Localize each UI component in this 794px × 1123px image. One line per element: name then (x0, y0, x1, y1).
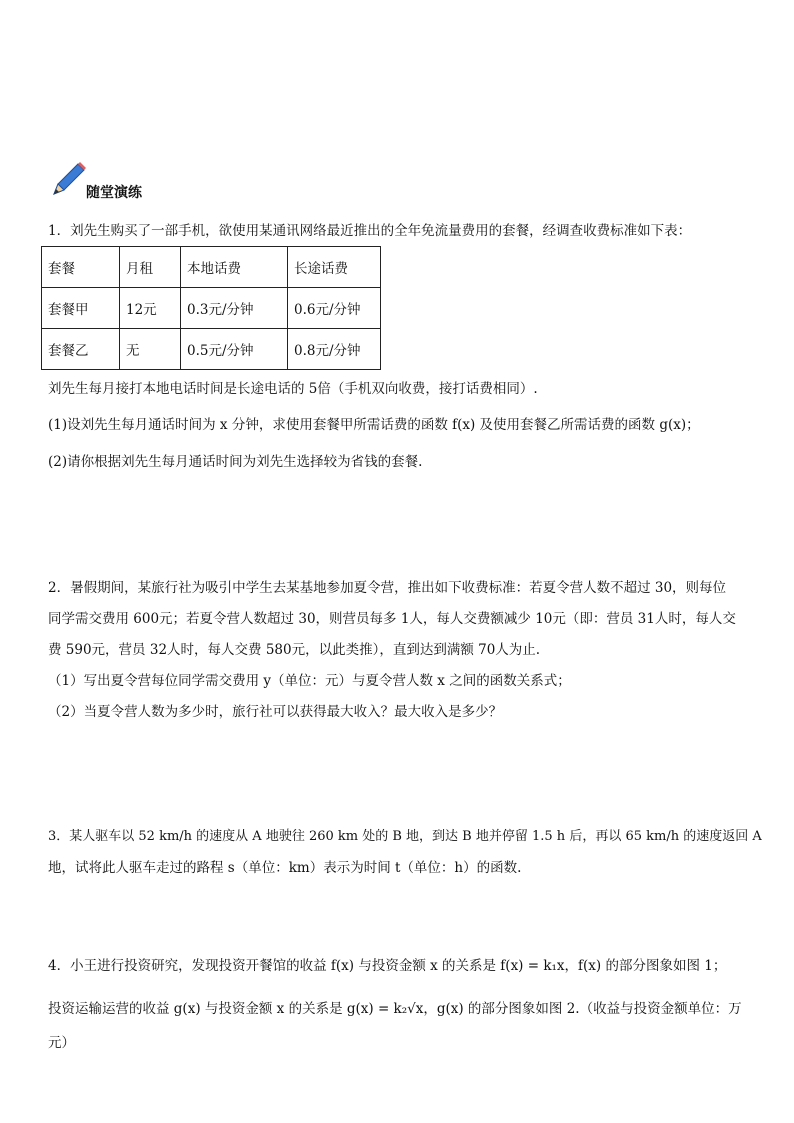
table-cell: 0.3元/分钟 (181, 288, 288, 329)
table-header-cell: 套餐 (42, 247, 120, 288)
table-cell: 套餐乙 (42, 329, 120, 370)
table-header-cell: 本地话费 (181, 247, 288, 288)
section-header (48, 160, 188, 200)
table-header-row (42, 247, 381, 288)
q1-note: 刘先生每月接打本地电话时间是长途电话的 5倍（手机双向收费，接打话费相同）. (48, 381, 538, 397)
table-cell: 0.6元/分钟 (288, 288, 381, 329)
table-cell: 0.5元/分钟 (181, 329, 288, 370)
q2-part2: （2）当夏令营人数为多少时，旅行社可以获得最大收入？最大收入是多少？ (48, 704, 503, 720)
q2-part1: （1）写出夏令营每位同学需交费用 y（单位：元）与夏令营人数 x 之间的函数关系式； (48, 673, 571, 689)
q3-line1: 3．某人驱车以 52 km/h 的速度从 A 地驶往 260 km 处的 B 地，到达 B 地并停留 1.5 h 后，再以 65 km/h 的速度返回 A (48, 829, 762, 844)
section-title: 随堂演练 (86, 185, 142, 201)
pencil-icon (48, 160, 88, 200)
q4-line3: 元） (48, 1035, 75, 1051)
table-cell: 套餐甲 (42, 288, 120, 329)
table-cell: 无 (120, 329, 181, 370)
table-row (42, 288, 381, 329)
q4-line2: 投资运输运营的收益 g(x) 与投资金额 x 的关系是 g(x) = k₂√x，g(x) 的部分图象如图 2.（收益与投资金额单位：万 (48, 1001, 742, 1017)
q1-part2: (2)请你根据刘先生每月通话时间为刘先生选择较为省钱的套餐. (48, 454, 423, 470)
table-cell: 0.8元/分钟 (288, 329, 381, 370)
fee-table (41, 246, 381, 370)
table-cell: 12元 (120, 288, 181, 329)
q4-line1: 4．小王进行投资研究，发现投资开餐馆的收益 f(x) 与投资金额 x 的关系是 f(x) = k₁x，f(x) 的部分图象如图 1； (48, 958, 727, 974)
table-header-cell: 月租 (120, 247, 181, 288)
q1-part1: (1)设刘先生每月通话时间为 x 分钟，求使用套餐甲所需话费的函数 f(x) 及使用套餐乙所需话费的函数 g(x)； (48, 417, 700, 433)
q2-line3: 费 590元，营员 32人时，每人交费 580元，以此类推），直到达到满额 70人为止. (48, 642, 541, 658)
q2-line2: 同学需交费用 600元；若夏令营人数超过 30，则营员每多 1人，每人交费额减少 10元（即：营员 31人时，每人交 (48, 611, 736, 627)
table-row (42, 329, 381, 370)
q3-line2: 地，试将此人驱车走过的路程 s（单位：km）表示为时间 t（单位：h）的函数. (48, 860, 522, 876)
q2-line1: 2．暑假期间，某旅行社为吸引中学生去某基地参加夏令营，推出如下收费标准：若夏令营人数不超过 30，则每位 (48, 580, 727, 596)
table-header-cell: 长途话费 (288, 247, 381, 288)
q1-intro: 1．刘先生购买了一部手机，欲使用某通讯网络最近推出的全年免流量费用的套餐，经调查收费标准如下表： (48, 223, 692, 239)
